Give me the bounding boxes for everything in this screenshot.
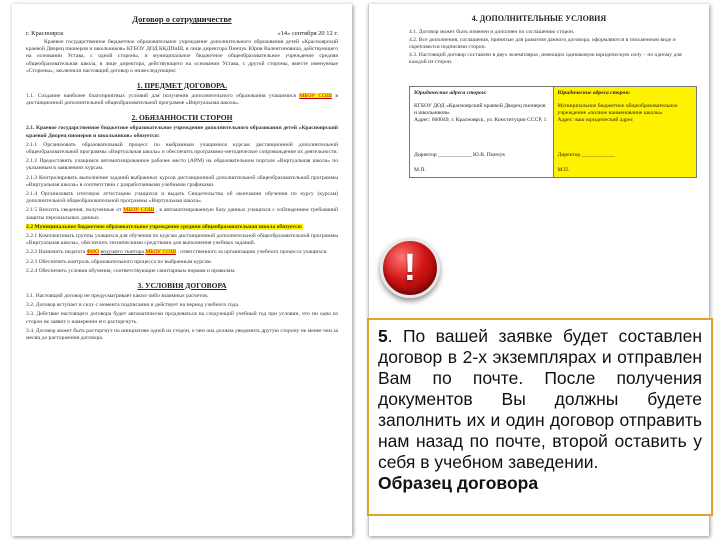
clause-1-1	[26, 93, 338, 107]
right-organization: Муниципальное бюджетное общеобразовательное учреждение «полное наименование школы»	[557, 103, 678, 116]
section-1-heading: 1. ПРЕДМЕТ ДОГОВОРА.	[136, 81, 228, 91]
contract-date: «14» сентября 20 12 г.	[277, 30, 338, 37]
instruction-callout	[367, 318, 713, 516]
school-placeholder: МБОУ СОШ	[123, 207, 155, 214]
school-placeholder: МБОУ СОШ	[299, 93, 332, 100]
school-placeholder: МБОУ СОШ	[145, 249, 176, 256]
step-number: 5	[378, 326, 388, 346]
address-cell-right	[553, 87, 697, 178]
clause-1-1-text-end: в дистанционной дополнительной общеобразовательной программе «Виртуальная школа».	[26, 93, 338, 107]
left-stamp-place: М.П.	[414, 167, 426, 173]
right-signature	[558, 152, 693, 159]
right-address: Адрес: ваш юридический адрес	[557, 117, 634, 123]
tutor-text: ведущего тьютора	[100, 249, 144, 256]
exclamation-alert-icon: !	[380, 238, 440, 298]
left-director: Директор ____________ Ю.В. Пинчук	[414, 152, 506, 158]
clause-2-1-5-text: 2.1.5 Вносить сведения, полученные от	[26, 207, 122, 214]
clause-3-1: 3.1. Настоящий договор не предусматривает каких-либо взаимных расчетов.	[26, 293, 209, 300]
clause-2-1-3: 2.1.3 Контролировать выполнение заданий выбранных курсов дистанционной дополнительной общеобразовательной программы «Виртуальная школа» в соответствии с разработанными учебными графиками.	[26, 174, 338, 188]
clause-3-4: 3.4. Договор может быть расторгнут по инициативе одной из сторон, о чем она должна уведомить другую сторону не менее чем за месяц до расторжения договора.	[26, 327, 338, 342]
contract-page-1	[12, 4, 352, 536]
address-heading: Юридические адреса сторон:	[557, 90, 631, 96]
addresses-table	[409, 86, 697, 178]
right-director: Директор ____________	[557, 152, 616, 158]
instruction-text: . По вашей заявке будет составлен договор в 2-х экземплярах и отправлен Вам по почте. После получения документов Вы должны будете заполнить их и один договор отправить нам назад по почте, второй оставить у себя в учебном заведении.	[378, 326, 702, 472]
clause-2-1-1: 2.1.1 Организовать образовательный процесс по выбранным учащимися курсам дистанционной дополнительной общеобразовательной программы «Виртуальная школа» и обеспечить программно-методическое сопровождение их деятельности.	[26, 141, 338, 156]
clause-3-2: 3.2. Договор вступает в силу с момента подписания и действует на период учебного года.	[26, 302, 240, 309]
address-heading: Юридические адреса сторон:	[414, 90, 487, 96]
clause-4-1: 4.1. Договор может быть изменен и дополнен по соглашению сторон.	[409, 29, 575, 35]
clause-1-1-text: 1.1. Создание наиболее благоприятных условий для получения дополнительного образования учащимися	[26, 93, 296, 100]
clause-3-3: 3.3. Действие настоящего договора будет автоматически продлеваться на следующий учебный год при условии, что ни одна из сторон не заявит о намерении его расторгнуть.	[26, 311, 338, 325]
contract-header-row	[26, 30, 338, 37]
clause-2-2-text: 2.2 Муниципальное бюджетное образовательное учреждение средняя общеобразовательная школа обязуется:	[26, 223, 303, 230]
clause-4-2: 4.2. Все дополнения, соглашения, принятые для развития данного договора, оформляются в письменном виде и скрепляются подписями сторон.	[409, 37, 676, 50]
contract-city: г. Красноярск	[26, 30, 64, 37]
section-3-heading: 3. УСЛОВИЯ ДОГОВОРА	[137, 281, 227, 291]
clause-2-2-3: 2.2.3 Обеспечить контроль образовательного процесса по выбранным курсам.	[26, 258, 212, 265]
left-organization: КГБОУ ДОД «Красноярский краевой Дворец пионеров и школьников»	[414, 103, 546, 116]
clause-2-2-2	[26, 249, 338, 256]
address-cell-left	[410, 87, 554, 178]
section-2-heading: 2. ОБЯЗАННОСТИ СТОРОН	[131, 113, 233, 123]
right-stamp-place: М.П.	[557, 167, 570, 173]
clause-2-1-5	[26, 207, 338, 221]
clause-2-2-2-text: 2.2.2 Назначить педагога	[26, 249, 86, 256]
clause-2-2-2-text-end: , ответственного за организацию учебного процесса учащихся.	[177, 249, 328, 256]
clause-2-2-1: 2.2.1 Комплектовать группы учащихся для обучения по курсам дистанционной дополнительной общеобразовательной программы «Виртуальная школа», обеспечить техническими средствами для выполнения учебных заданий.	[26, 233, 338, 247]
clause-4-3: 4.3. Настоящий договор составлен в двух экземплярах, имеющих одинаковую юридическую силу – по одному для каждой из сторон.	[409, 52, 682, 65]
clause-2-2	[26, 224, 338, 231]
sample-caption: Образец договора	[378, 473, 539, 493]
left-address: Адрес: 660049, г. Красноярск, ул. Конституции СССР, 1	[414, 117, 547, 123]
fio-placeholder: ФИО	[86, 249, 100, 256]
clause-2-1-4: 2.1.4 Организовать итоговую аттестацию учащихся и выдать Свидетельства об окончании обучения по курсу (курсам) дополнительной общеобразовательной программы «Виртуальная школа».	[26, 191, 338, 205]
clause-2-2-4: 2.2.4 Обеспечить условия обучения, соответствующие санитарным нормам и правилам.	[26, 267, 236, 274]
clause-2-1-5-text-end: , в автоматизированную базу данных учащихся с соблюдением требований защиты персональных данных.	[26, 207, 338, 221]
clause-2-1: 2.1. Краевое государственное бюджетное образовательное учреждение дополнительного образования детей «Красноярский краевой Дворец пионеров и школьников» обязуется:	[26, 125, 338, 139]
clause-2-1-2: 2.1.2 Предоставить учащимся автоматизированное рабочее место (АРМ) на образовательном портале «Виртуальная школа» по указанным в заявлениях курсам.	[26, 158, 338, 172]
left-signature	[414, 152, 549, 159]
contract-intro: Краевое государственное бюджетное образовательное учреждение дополнительного образования детей «Красноярский краевой Дворец пионеров и школьников» КГБОУ ДОД ККДПиШ, в лице директора Пинчук Юрия Валентиновича, действующего на основании Устава, с одной стороны, и муниципальное бюджетное общеобразовательное учреждение средняя общеобразовательная школа, в лице директора, действующего на основании Устава, с другой стороны, вместе именуемые «Стороны», заключили настоящий договор о нижеследующем:	[26, 39, 338, 74]
contract-title: Договор о сотрудничестве	[132, 14, 232, 24]
section-4-heading: 4. ДОПОЛНИТЕЛЬНЫЕ УСЛОВИЯ	[471, 14, 607, 23]
